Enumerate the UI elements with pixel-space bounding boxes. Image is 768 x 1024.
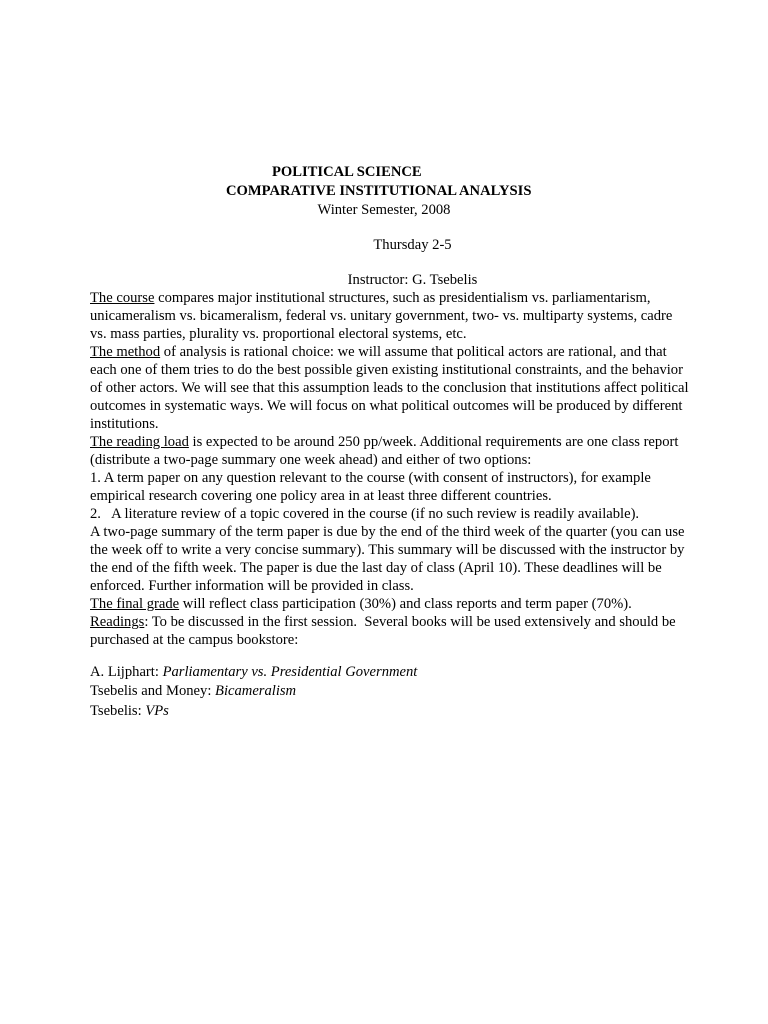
readings-heading: Readings — [90, 614, 145, 630]
instructor-line: Instructor: G. Tsebelis — [347, 272, 478, 288]
readings-paragraph — [90, 613, 690, 649]
book-title: Bicameralism — [215, 683, 297, 700]
semester-line: Winter Semester, 2008 — [317, 202, 451, 218]
book-list — [90, 663, 417, 721]
course-title: COMPARATIVE INSTITUTIONAL ANALYSIS — [226, 183, 532, 199]
course-heading: The course — [90, 290, 155, 306]
book-author: Tsebelis: — [90, 702, 146, 719]
course-text: compares major institutional structures, such as presidentialism vs. parliamentarism, unicameralism vs. bicameralism, federal vs. unitary government, two- vs. multiparty systems, cadre vs. mass parties, plurality vs. proportional electoral systems, etc. — [90, 290, 673, 342]
method-text: of analysis is rational choice: we will assume that political actors are rational, and that each one of them tries to do the best possible given existing institutional constraints, and the behavior of other actors. We will see that this assumption leads to the conclusion that institutions affect political outcomes in systematic ways. We will focus on what political outcomes will be produced by different institutions. — [90, 344, 689, 432]
book-author: A. Lijphart: — [90, 664, 163, 680]
readings-text: : To be discussed in the first session. Several books will be used extensively and should be purchased at the campus bookstore: — [90, 614, 680, 648]
book-title: VPs — [145, 702, 169, 719]
book-item — [90, 682, 417, 701]
book-item — [90, 702, 417, 721]
book-item — [90, 663, 417, 682]
method-heading: The method — [90, 344, 161, 360]
option-1: 1. A term paper on any question relevant to the course (with consent of instructors), for example empirical research covering one policy area in at least three different countries. — [90, 470, 651, 504]
course-paragraph — [90, 289, 690, 343]
class-time: Thursday 2-5 — [373, 237, 452, 253]
method-paragraph — [90, 343, 690, 433]
final-grade-text: will reflect class participation (30%) and class reports and term paper (70%). — [179, 596, 632, 612]
reading-load-text: is expected to be around 250 pp/week. Additional requirements are one class report (distribute a two-page summary one week ahead) and either of two options: — [90, 434, 679, 468]
department-title: POLITICAL SCIENCE — [272, 164, 422, 180]
option-2: 2. A literature review of a topic covered in the course (if no such review is readily available). — [90, 506, 640, 522]
reading-load-paragraph — [90, 433, 690, 469]
final-grade-heading: The final grade — [90, 596, 180, 612]
syllabus-body — [90, 289, 690, 649]
final-grade-paragraph — [90, 595, 690, 613]
book-title: Parliamentary vs. Presidential Government — [162, 664, 418, 680]
reading-load-heading: The reading load — [90, 434, 189, 450]
summary-paragraph: A two-page summary of the term paper is due by the end of the third week of the quarter (you can use the week off to write a very concise summary). This summary will be discussed with the instructor by the end of the fifth week. The paper is due the last day of class (April 10). These deadlines will be enforced. Further information will be provided in class. — [90, 524, 685, 594]
book-author: Tsebelis and Money: — [90, 683, 216, 700]
